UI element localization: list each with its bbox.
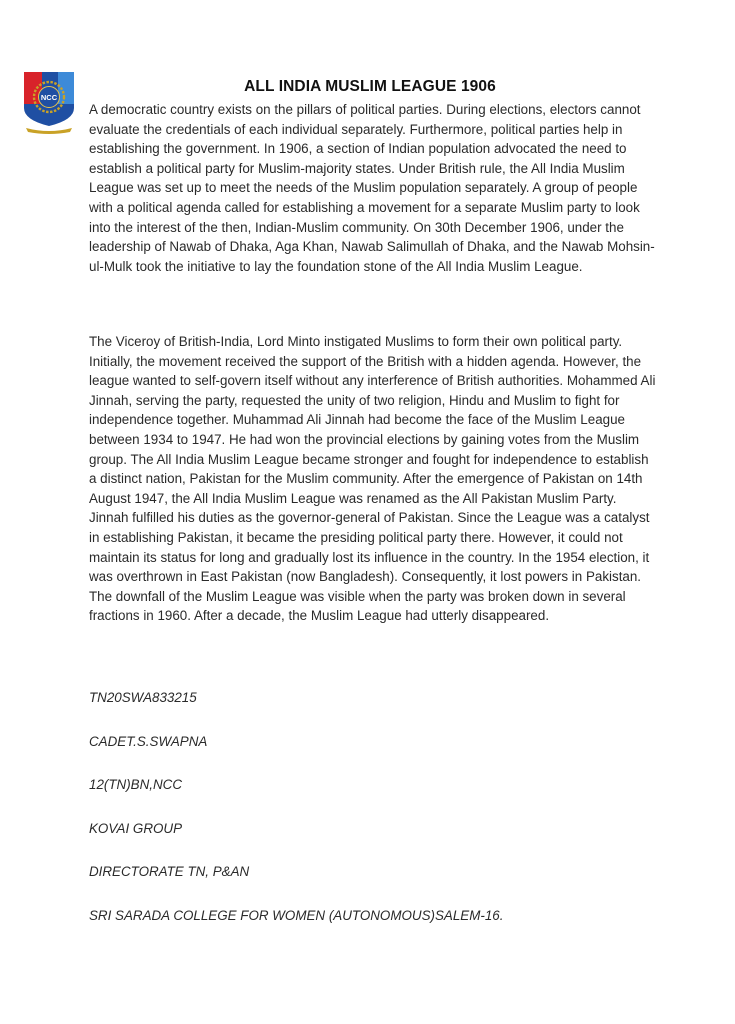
college-name: SRI SARADA COLLEGE FOR WOMEN (AUTONOMOUS)SALEM-16. — [89, 907, 504, 923]
shield-lightblue-quadrant — [58, 72, 74, 104]
emblem-text: NCC — [40, 93, 58, 102]
directorate-name: DIRECTORATE TN, P&AN — [89, 864, 250, 880]
battalion-unit: 12(TN)BN,NCC — [89, 777, 182, 793]
paragraph-2: The Viceroy of British-India, Lord Minto instigated Muslims to form their own political party. Initially, the movement received the support of the British with a hidden agenda. However, the league wanted to self-govern itself without any interference of British authorities. Mohammed Ali Jinnah, serving the party, requested the unity of two religion, Hindu and Muslim to fight for independence together. Muhammad Ali Jinnah had become the face of the Muslim League between 1934 to 1947. He had won the provincial elections by gaining votes from the Muslim group. The All India Muslim League became stronger and fought for independence to establish a distinct nation, Pakistan for the Muslim community. After the emergence of Pakistan on 14th August 1947, the All India Muslim League was renamed as the All Pakistan Muslim Party. Jinnah fulfilled his duties as the governor-general of Pakistan. Since the League was a catalyst in establishing Pakistan, it became the presiding political party there. However, it could not maintain its status for long and gradually lost its influence in the country. In the 1954 election, it was overthrown in East Pakistan (now Bangladesh). Consequently, it lost powers in Pakistan. The downfall of the Muslim League was visible when the party was broken down in several fractions in 1960. After a decade, the Muslim League had utterly disappeared. — [89, 334, 656, 624]
emblem-ribbon — [26, 128, 72, 134]
ncc-emblem-icon — [22, 70, 76, 134]
document-title: ALL INDIA MUSLIM LEAGUE 1906 — [244, 78, 496, 95]
paragraph-1: A democratic country exists on the pillars of political parties. During elections, electors cannot evaluate the credentials of each individual separately. Furthermore, political parties help in establishing the government. In 1906, a section of Indian population advocated the need to establish a political party for Muslim-majority states. Under British rule, the All India Muslim League was set up to meet the needs of the Muslim population separately. A group of people with a political agenda called for establishing a movement for a separate Muslim party to look into the interest of the then, Indian-Muslim community. On 30th December 1906, under the leadership of Nawab of Dhaka, Aga Khan, Nawab Salimullah of Dhaka, and the Nawab Mohsin-ul-Mulk took the initiative to lay the foundation stone of the All India Muslim League. — [89, 102, 655, 274]
group-name: KOVAI GROUP — [89, 820, 183, 836]
signature-block — [89, 688, 649, 950]
cadet-id: TN20SWA833215 — [89, 690, 197, 705]
cadet-name: CADET.S.SWAPNA — [89, 733, 208, 749]
